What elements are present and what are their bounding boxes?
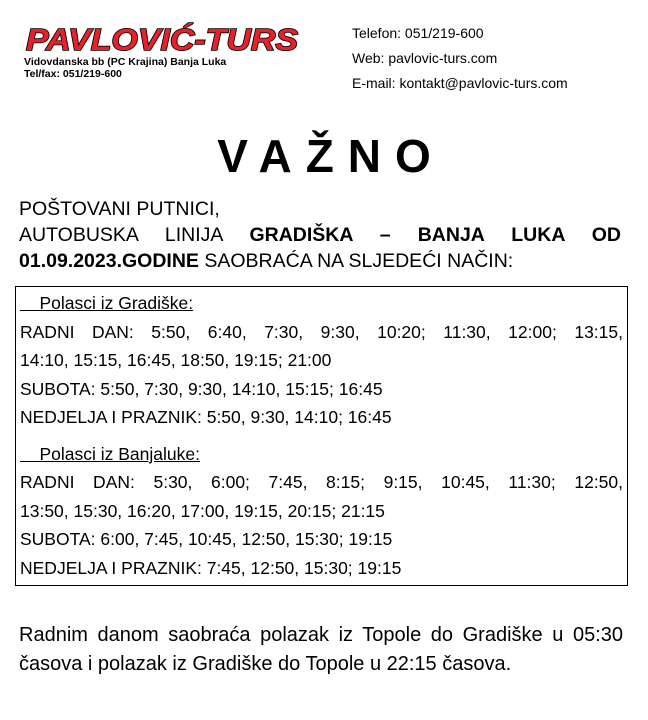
- notice-line-3-rest: SAOBRAĆA NA SLJEDEĆI NAČIN:: [204, 250, 514, 272]
- notice-line-2: [19, 222, 621, 248]
- gradiska-weekday-line-1: RADNI DAN: 5:50, 6:40, 7:30, 9:30, 10:20; 11:30, 12:00; 13:15,: [20, 321, 623, 342]
- contact-email: E-mail: kontakt@pavlovic-turs.com: [352, 75, 568, 91]
- gradiska-sunday: NEDJELJA I PRAZNIK: 5:50, 9:30, 14:10; 16:45: [20, 407, 392, 427]
- banjaluka-heading: [20, 440, 623, 469]
- gradiska-heading: [20, 289, 623, 318]
- schedule-gradiska: [20, 289, 623, 432]
- notice-date: 01.09.2023.GODINE: [19, 250, 199, 272]
- schedule-spacer: [20, 432, 623, 440]
- notice-greeting: POŠTOVANI PUTNICI,: [19, 198, 220, 220]
- gradiska-heading-text: Polasci iz Gradiške:: [39, 293, 194, 313]
- contact-phone: Telefon: 051/219-600: [352, 25, 484, 41]
- schedule-box: [15, 286, 628, 586]
- banjaluka-weekday-line-1: RADNI DAN: 5:30, 6:00; 7:45, 8:15; 9:15, 10:45, 11:30; 12:50,: [20, 472, 623, 492]
- banjaluka-sunday: NEDJELJA I PRAZNIK: 7:45, 12:50, 15:30; 19:15: [20, 557, 402, 578]
- company-logo: [24, 22, 314, 80]
- notice-line-2-start: AUTOBUSKA LINIJA: [19, 224, 223, 246]
- banjaluka-heading-text: Polasci iz Banjaluke:: [39, 443, 200, 464]
- notice-line-3: [19, 248, 621, 274]
- contact-web: Web: pavlovic-turs.com: [352, 50, 498, 66]
- banjaluka-weekday-line-2: 13:50, 15:30, 16:20, 17:00, 19:15, 20:15; 21:15: [20, 500, 385, 521]
- notice-route: GRADIŠKA – BANJA LUKA OD: [249, 224, 621, 246]
- page-title: VAŽNO: [217, 130, 445, 182]
- logo-telfax: Tel/fax: 051/219-600: [24, 68, 122, 80]
- logo-brand-text: PAVLOVIĆ-TURS: [26, 22, 299, 56]
- gradiska-saturday: SUBOTA: 5:50, 7:30, 9:30, 14:10, 15:15; 16:45: [20, 378, 383, 399]
- logo-wordmark: [24, 22, 300, 56]
- contact-info: [352, 21, 568, 96]
- schedule-banjaluka: [20, 440, 623, 583]
- notice-intro: [19, 196, 621, 274]
- gradiska-weekday-line-2: 14:10, 15:15, 16:45, 18:50, 19:15; 21:00: [20, 350, 332, 370]
- banjaluka-saturday: SUBOTA: 6:00, 7:45, 10:45, 12:50, 15:30; 19:15: [20, 529, 393, 549]
- footer-note: Radnim danom saobraća polazak iz Topole do Gradiške u 05:30 časova i polazak iz Gradiške do Topole u 22:15 časova.: [19, 624, 623, 675]
- logo-address: Vidovdanska bb (PC Krajina) Banja Luka: [24, 56, 227, 68]
